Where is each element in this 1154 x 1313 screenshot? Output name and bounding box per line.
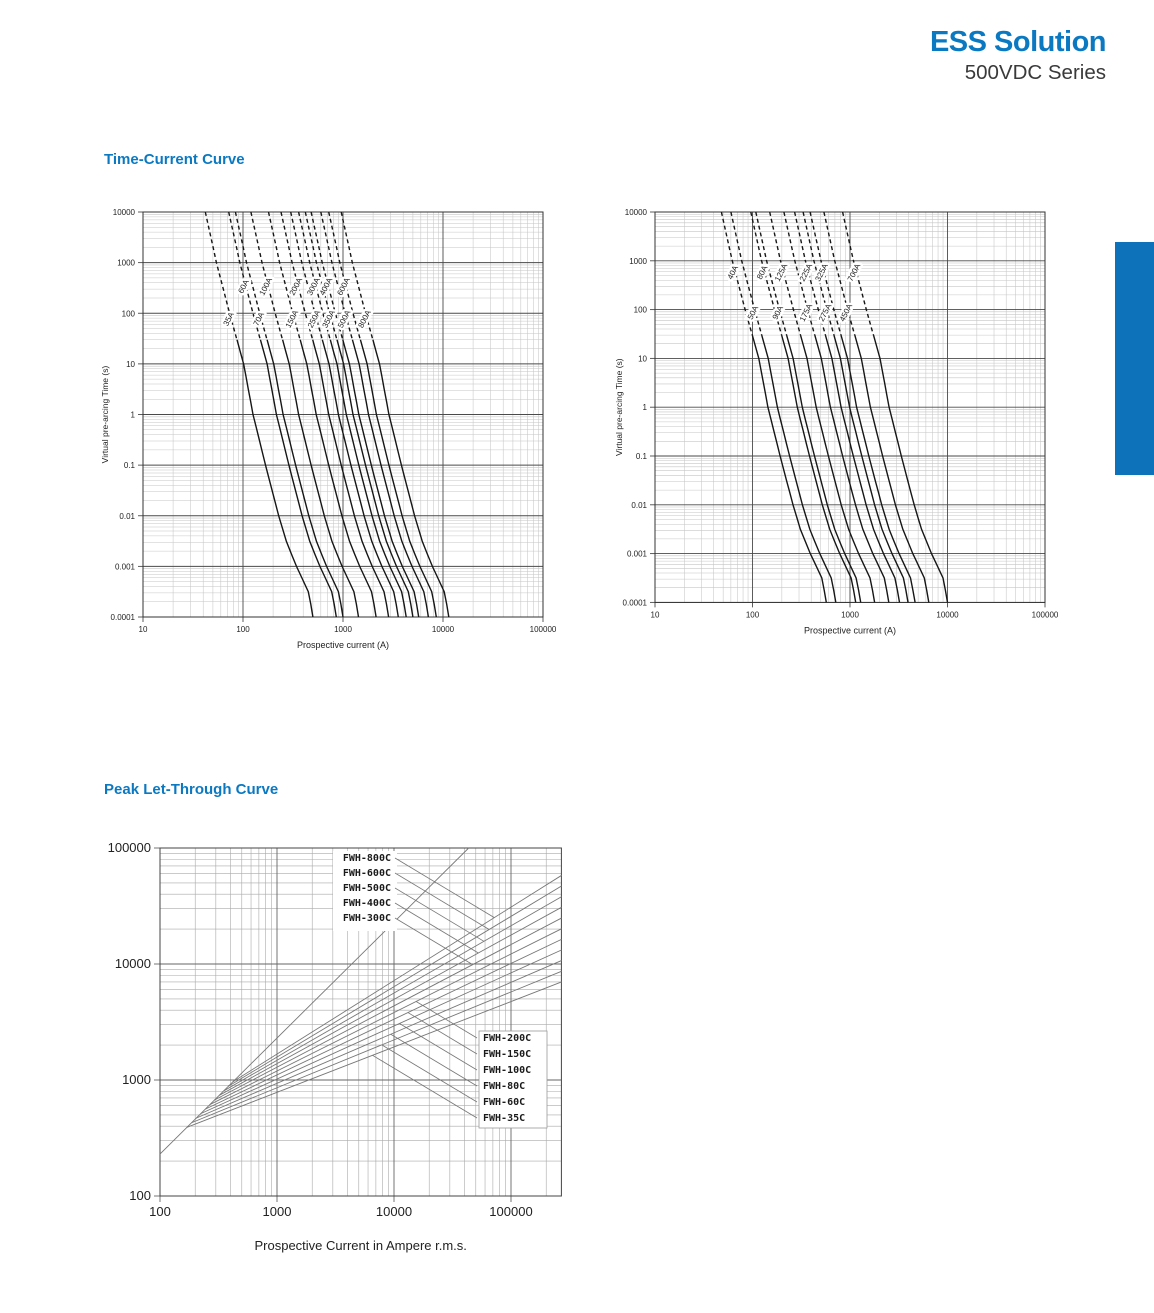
x-tick-label: 100 bbox=[745, 610, 760, 620]
x-tick-label: 10000 bbox=[936, 610, 959, 620]
label-leader-FWH-600C bbox=[395, 873, 489, 929]
curve-label: 40A bbox=[725, 264, 741, 281]
series-label-FWH-200C: FWH-200C bbox=[483, 1033, 532, 1044]
fuse-curve-40A bbox=[752, 335, 826, 602]
x-axis-title: Prospective Current in Ampere r.m.s. bbox=[254, 1238, 467, 1253]
y-tick-label: 0.1 bbox=[635, 452, 647, 461]
series-label-FWH-300C: FWH-300C bbox=[342, 913, 391, 924]
fuse-curve-125A bbox=[801, 335, 875, 602]
y-tick-label: 0.01 bbox=[119, 511, 135, 521]
curve-label: 700A bbox=[845, 262, 863, 283]
label-leader-FWH-35C bbox=[373, 1055, 477, 1118]
series-label-FWH-80C: FWH-80C bbox=[483, 1081, 526, 1092]
series-label-FWH-35C: FWH-35C bbox=[483, 1113, 526, 1124]
x-tick-label: 10000 bbox=[375, 1204, 413, 1219]
x-tick-label: 100000 bbox=[1031, 610, 1059, 620]
x-tick-label: 100 bbox=[236, 625, 250, 634]
y-tick-label: 100 bbox=[129, 1188, 151, 1203]
y-tick-label: 0.0001 bbox=[622, 598, 647, 608]
y-tick-label: 10000 bbox=[624, 208, 647, 217]
curve-label: 500A bbox=[335, 308, 353, 330]
curve-label: 175A bbox=[797, 302, 815, 324]
label-leader-FWH-80C bbox=[391, 1034, 477, 1086]
curve-label: 800A bbox=[356, 308, 373, 330]
label-leader-FWH-500C bbox=[395, 888, 484, 941]
x-axis-title: Prospective current (A) bbox=[296, 640, 390, 650]
y-tick-label: 1000 bbox=[629, 256, 647, 266]
y-tick-label: 1 bbox=[642, 403, 647, 413]
curve-label: 70A bbox=[251, 310, 267, 328]
curve-label: 60A bbox=[236, 278, 251, 295]
curve-label: 300A bbox=[305, 276, 322, 297]
fuse-curve-250A bbox=[322, 340, 398, 617]
curve-label: 125A bbox=[772, 262, 790, 283]
y-tick-label: 100000 bbox=[107, 840, 151, 855]
x-tick-label: 10000 bbox=[431, 625, 455, 634]
curve-label: 225A bbox=[797, 262, 815, 283]
brand-subtitle: 500VDC Series bbox=[964, 61, 1106, 84]
series-label-FWH-600C: FWH-600C bbox=[342, 868, 391, 879]
peak-let-through-chart bbox=[95, 835, 595, 1265]
series-label-FWH-100C: FWH-100C bbox=[483, 1065, 532, 1076]
x-tick-label: 10 bbox=[650, 610, 660, 620]
y-tick-label: 0.01 bbox=[631, 500, 647, 510]
fuse-curve-175A bbox=[815, 335, 889, 602]
curve-label: 200A bbox=[287, 276, 305, 297]
curve-label: 250A bbox=[305, 308, 323, 330]
fuse-curve-275A bbox=[834, 335, 908, 602]
y-tick-label: 1 bbox=[130, 410, 135, 420]
time-current-chart-left bbox=[95, 205, 570, 660]
brand-title: ESS Solution bbox=[929, 26, 1106, 58]
curve-label: 275A bbox=[816, 302, 834, 324]
y-tick-label: 10 bbox=[126, 359, 135, 369]
curve-label: 450A bbox=[837, 302, 855, 324]
curve-label: 35A bbox=[221, 310, 237, 328]
x-tick-label: 100000 bbox=[489, 1204, 533, 1219]
x-axis-title: Prospective current (A) bbox=[803, 625, 897, 636]
fuse-curve-700A bbox=[874, 335, 948, 602]
grid bbox=[143, 212, 543, 617]
section-title-peak-let-through: Peak Let-Through Curve bbox=[104, 781, 279, 798]
y-tick-label: 0.0001 bbox=[110, 613, 135, 622]
series-label-FWH-400C: FWH-400C bbox=[342, 898, 391, 909]
fuse-curve-35A bbox=[237, 340, 313, 617]
y-tick-label: 100 bbox=[121, 309, 135, 319]
y-tick-label: 0.001 bbox=[626, 549, 647, 559]
x-tick-label: 100000 bbox=[529, 625, 557, 634]
fuse-curve-600A bbox=[360, 340, 436, 617]
y-tick-label: 10000 bbox=[112, 208, 135, 217]
page-edge-tab bbox=[1115, 242, 1154, 475]
curve-label: 400A bbox=[317, 276, 335, 297]
curve-label: 80A bbox=[754, 264, 770, 281]
series-label-FWH-500C: FWH-500C bbox=[342, 883, 391, 894]
x-tick-label: 1000 bbox=[841, 610, 859, 620]
series-label-FWH-150C: FWH-150C bbox=[483, 1049, 532, 1060]
curve-label: 350A bbox=[320, 308, 338, 330]
section-title-time-current: Time-Current Curve bbox=[104, 151, 245, 168]
x-tick-label: 1000 bbox=[334, 625, 352, 634]
x-tick-label: 1000 bbox=[262, 1204, 292, 1219]
y-tick-label: 0.001 bbox=[114, 562, 135, 572]
y-axis-title: Virtual pre-arcing Time (s) bbox=[100, 365, 110, 464]
curve-label: 600A bbox=[335, 276, 352, 297]
curve-label: 50A bbox=[745, 304, 761, 322]
time-current-chart-right bbox=[608, 205, 1068, 655]
curve-label: 90A bbox=[770, 304, 786, 322]
curve-label: 325A bbox=[813, 262, 830, 283]
y-tick-label: 0.1 bbox=[123, 461, 135, 471]
label-leader-FWH-300C bbox=[395, 918, 473, 965]
series-label-FWH-60C: FWH-60C bbox=[483, 1097, 526, 1108]
y-tick-label: 100 bbox=[633, 305, 647, 315]
y-tick-label: 1000 bbox=[122, 1072, 151, 1087]
series-label-FWH-800C: FWH-800C bbox=[342, 853, 391, 864]
y-tick-label: 10000 bbox=[114, 956, 151, 971]
x-tick-label: 100 bbox=[149, 1204, 171, 1219]
y-axis-title: Virtual pre-arcing Time (s) bbox=[614, 358, 624, 457]
y-tick-label: 10 bbox=[638, 354, 647, 364]
label-leader-FWH-400C bbox=[395, 903, 478, 953]
fuse-curve-450A bbox=[855, 335, 929, 602]
curve-label: 150A bbox=[283, 308, 301, 330]
curve-label: 100A bbox=[257, 276, 275, 297]
y-tick-label: 1000 bbox=[117, 258, 135, 268]
x-tick-label: 10 bbox=[138, 625, 148, 634]
